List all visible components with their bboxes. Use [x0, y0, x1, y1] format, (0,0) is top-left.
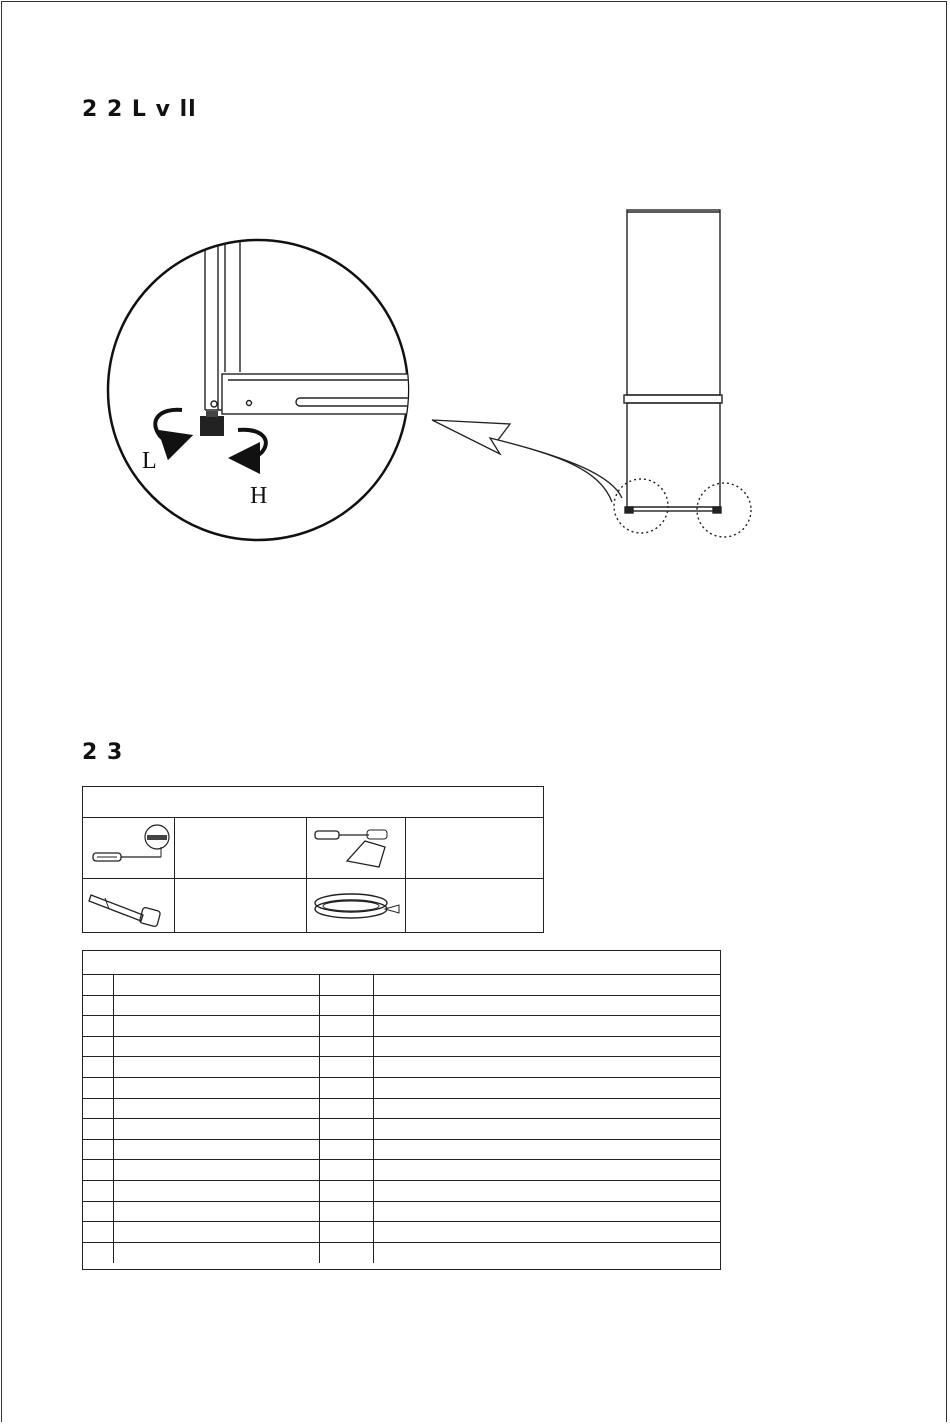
table-row: [83, 1160, 720, 1181]
leveling-foot-icon: [200, 416, 224, 436]
table-cell: [83, 1202, 114, 1222]
table-cell: [83, 1037, 114, 1057]
table-cell: [320, 975, 374, 995]
putty-knife-icon: [307, 817, 403, 877]
table-cell: [320, 1016, 374, 1036]
table-cell: [320, 1243, 374, 1264]
table-cell: [374, 996, 720, 1016]
table-cell: [374, 975, 720, 995]
table-cell: [83, 996, 114, 1016]
tool-label: [406, 817, 543, 879]
tool-icon-cell: [307, 817, 406, 879]
table-cell: [114, 1016, 320, 1036]
tools-table-header: [83, 787, 543, 818]
section-heading-leveling: 2 2 L v ll: [82, 97, 197, 122]
table-cell: [320, 1160, 374, 1180]
table-row: [83, 1119, 720, 1140]
tool-label: [406, 879, 543, 932]
table-cell: [320, 1099, 374, 1119]
table-cell: [83, 1119, 114, 1139]
table-cell: [374, 1037, 720, 1057]
table-cell: [374, 1160, 720, 1180]
table-cell: [320, 1119, 374, 1139]
table-cell: [83, 1222, 114, 1242]
table-row: [83, 1243, 720, 1264]
table-row: [83, 1078, 720, 1099]
table-cell: [320, 1037, 374, 1057]
table-cell: [320, 1181, 374, 1201]
tools-table: [82, 786, 544, 933]
parts-table: [82, 950, 721, 1270]
tool-icon-cell: [83, 879, 175, 932]
table-cell: [83, 1057, 114, 1077]
table-cell: [374, 1099, 720, 1119]
table-cell: [83, 1078, 114, 1098]
table-cell: [374, 1222, 720, 1242]
table-row: [83, 1222, 720, 1243]
socket-wrench-icon: [83, 879, 173, 931]
table-cell: [374, 1119, 720, 1139]
table-cell: [374, 1181, 720, 1201]
table-cell: [83, 1016, 114, 1036]
section-heading-tools: 2 3: [82, 740, 124, 765]
tool-icon-cell: [83, 817, 175, 879]
parts-table-body: [83, 975, 720, 1263]
table-row: [83, 996, 720, 1017]
table-cell: [114, 975, 320, 995]
table-cell: [114, 1160, 320, 1180]
table-cell: [114, 1099, 320, 1119]
table-cell: [114, 996, 320, 1016]
table-cell: [114, 1078, 320, 1098]
table-cell: [320, 1202, 374, 1222]
table-cell: [320, 1057, 374, 1077]
table-cell: [114, 1222, 320, 1242]
tape-roll-icon: [307, 879, 403, 931]
parts-table-header: [83, 951, 720, 975]
table-cell: [320, 996, 374, 1016]
table-row: [83, 1057, 720, 1078]
table-cell: [374, 1057, 720, 1077]
table-cell: [83, 975, 114, 995]
table-cell: [83, 1160, 114, 1180]
table-cell: [114, 1181, 320, 1201]
table-cell: [320, 1078, 374, 1098]
table-row: [83, 1202, 720, 1223]
table-cell: [83, 1140, 114, 1160]
table-cell: [320, 1222, 374, 1242]
table-cell: [374, 1016, 720, 1036]
table-row: [83, 1099, 720, 1120]
table-row: [83, 1140, 720, 1161]
table-cell: [374, 1078, 720, 1098]
tool-label: [175, 817, 307, 879]
table-cell: [374, 1140, 720, 1160]
table-cell: [320, 1140, 374, 1160]
table-cell: [374, 1202, 720, 1222]
label-low: L: [142, 448, 157, 474]
table-cell: [114, 1140, 320, 1160]
table-cell: [114, 1119, 320, 1139]
table-row: [83, 975, 720, 996]
table-cell: [83, 1099, 114, 1119]
table-cell: [114, 1037, 320, 1057]
table-cell: [114, 1243, 320, 1264]
table-cell: [114, 1057, 320, 1077]
table-row: [83, 1016, 720, 1037]
tool-icon-cell: [307, 879, 406, 932]
fridge-illustration: [614, 210, 751, 537]
table-row: [83, 1181, 720, 1202]
tool-label: [175, 879, 307, 932]
label-high: H: [250, 483, 268, 509]
table-cell: [114, 1202, 320, 1222]
table-row: [83, 1037, 720, 1058]
pointer-arrow-icon: [432, 420, 622, 502]
table-cell: [83, 1181, 114, 1201]
leveling-illustration: [0, 0, 950, 620]
screwdriver-icon: [83, 817, 173, 877]
table-cell: [83, 1243, 114, 1264]
table-cell: [374, 1243, 720, 1264]
